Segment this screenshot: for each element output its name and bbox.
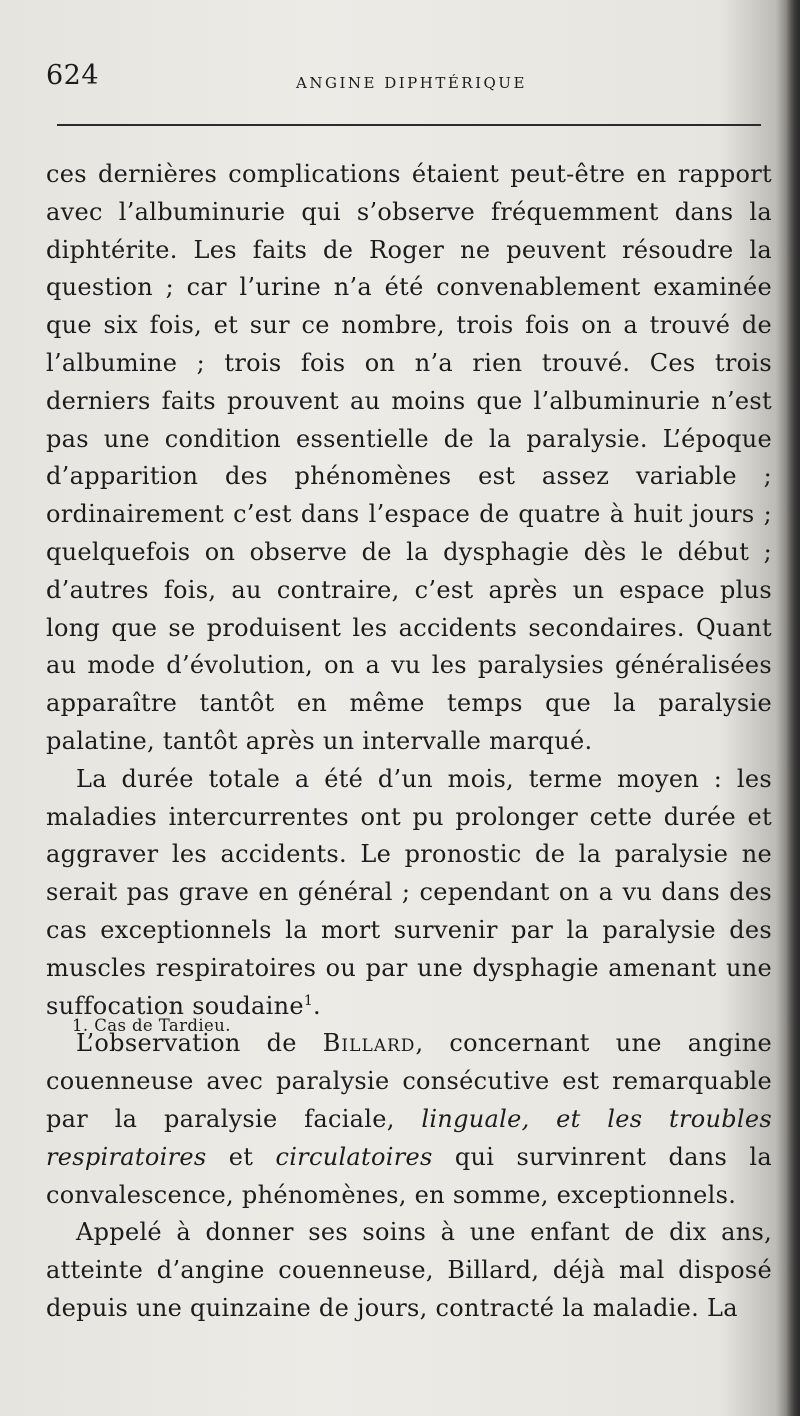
paragraph-3-italic-b: circulatoires [275,1142,433,1171]
paragraph-2 [46,761,772,1026]
running-head: ANGINE DIPHTÉRIQUE [296,74,527,92]
body-text [46,156,772,1328]
page-number: 624 [46,60,100,91]
paragraph-3-text-d: et [206,1142,276,1171]
paragraph-2-text: La durée totale a été d’un mois, terme moyen : les maladies intercurrentes ont pu prolonger cette durée et aggraver les accidents. Le pronostic de la paralysie ne serait pas grave en général ; cependant on a vu dans des cas exceptionnels la mort survenir par la paralysie des muscles respiratoires ou par une dysphagie amenant une suffocation soudaine [46,764,772,1020]
footnote-ref[interactable]: 1 [303,992,314,1009]
page-header [46,58,762,98]
page-edge-shadow [786,0,800,1416]
paragraph-3-text-a: L’observation de [76,1029,323,1058]
paragraph-3 [46,1025,772,1214]
paragraph-3-italic-a: linguale, et les troubles respiratoires [46,1104,772,1171]
paragraph-3-text-b: , concernant une angine couenneuse avec paralysie consécutive est remarquable par la paralysie faciale, [46,1029,772,1133]
footnote: 1. Cas de Tardieu. [72,1016,231,1035]
paragraph-1: ces dernières complications étaient peut-être en rapport avec l’albuminurie qui s’observe fréquemment dans la diphtérite. Les faits de Roger ne peuvent résoudre la question ; car l’urine n’a été convenablement examinée que six fois, et sur ce nombre, trois fois on a trouvé de l’albumine ; trois fois on n’a rien trouvé. Ces trois derniers faits prouvent au moins que l’albuminurie n’est pas une condition essentielle de la paralysie. L’époque d’apparition des phénomènes est assez variable ; ordinairement c’est dans l’espace de quatre à huit jours ; quelquefois on observe de la dysphagie dès le début ; d’autres fois, au contraire, c’est après un espace plus long que se produisent les accidents secondaires. Quant au mode d’évolution, on a vu les paralysies généralisées apparaître tantôt en même temps que la paralysie palatine, tantôt après un intervalle marqué. [46,160,772,755]
paragraph-3-text-f: qui survinrent dans la convalescence, phénomènes, en somme, exceptionnels. [46,1142,772,1209]
paragraph-2-end: . [313,991,321,1020]
paragraph-4: Appelé à donner ses soins à une enfant de dix ans, atteinte d’angine couenneuse, Billard, déjà mal disposé depuis une quinzaine de jours, contracté la maladie. La [46,1218,772,1322]
header-rule [57,124,761,126]
author-name-billard: Billard [322,1029,416,1058]
